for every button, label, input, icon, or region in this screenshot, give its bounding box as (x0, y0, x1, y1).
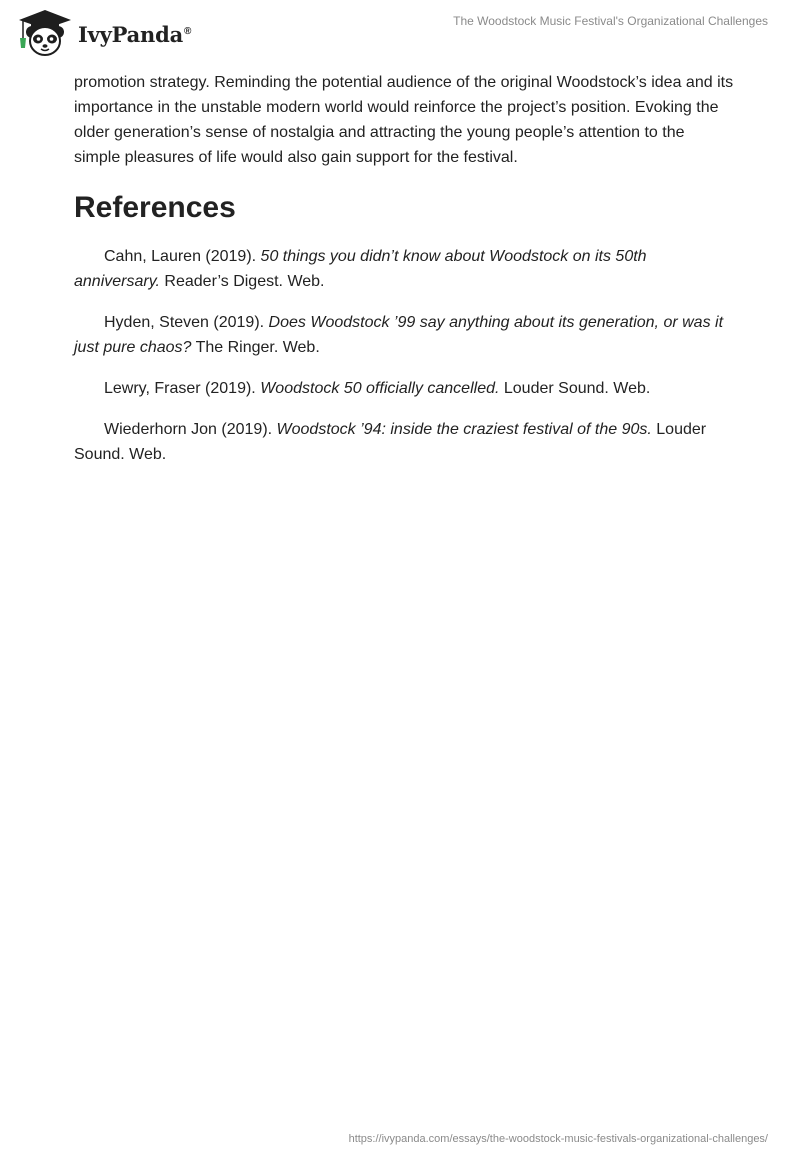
body-paragraph: promotion strategy. Reminding the potential audience of the original Woodstock’s idea and its importance in the unstable modern world would reinforce the project’s position. Evoking the older generation’s sense of nostalgia and attracting the young people’s attention to the simple pleasures of life would also gain support for the festival. (74, 74, 734, 166)
registered-mark: ® (184, 25, 192, 37)
reference-source: The Ringer. Web. (191, 339, 320, 356)
logo-wordmark: IvyPanda® (78, 21, 192, 47)
reference-author: Wiederhorn Jon (2019). (104, 421, 277, 438)
page-header (0, 0, 800, 70)
reference-entry (74, 310, 734, 360)
reference-title: 50 things you didn’t know about Woodstock on its 50th anniversary. (74, 248, 647, 290)
reference-title: Woodstock 50 officially cancelled. (260, 380, 500, 397)
footer-url-link[interactable]: https://ivypanda.com/essays/the-woodstock-music-festivals-organizational-challenges/ (348, 1133, 768, 1145)
reference-entry (74, 376, 734, 401)
reference-entry (74, 417, 734, 467)
running-title: The Woodstock Music Festival's Organizational Challenges (453, 14, 768, 28)
reference-author: Lewry, Fraser (2019). (104, 380, 261, 397)
ivypanda-logo[interactable] (15, 8, 191, 58)
references-heading: References (74, 191, 236, 224)
reference-source: Reader’s Digest. Web. (159, 273, 325, 290)
reference-source: Louder Sound. Web. (499, 380, 651, 397)
panda-graduate-icon (15, 8, 75, 58)
reference-source: Louder Sound. Web. (74, 421, 707, 463)
reference-author: Hyden, Steven (2019). (104, 314, 269, 331)
reference-title: Does Woodstock ’99 say anything about its generation, or was it just pure chaos? (74, 314, 724, 356)
reference-author: Cahn, Lauren (2019). (104, 248, 261, 265)
reference-entry (74, 244, 734, 294)
reference-title: Woodstock ’94: inside the craziest festival of the 90s. (276, 421, 652, 438)
document-body (74, 70, 734, 483)
